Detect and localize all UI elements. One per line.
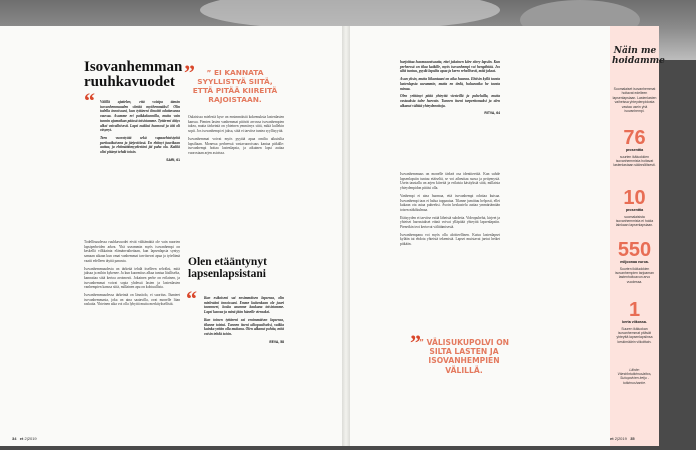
- left-column-2: [188, 115, 284, 159]
- footer-left: [12, 436, 37, 441]
- sidebar-source: Lähde: Väestöntutkimuslaitos, Sukupolvien ketju -tutkimushanke.: [617, 368, 652, 385]
- stat-value-3: 550: [617, 239, 652, 261]
- page-number-left: 34: [12, 436, 17, 441]
- stat-unit-1: prosenttia: [625, 148, 644, 152]
- stat-text-1: suurten ikäluokkien isovanhemmista hoitavat lastenlastaan säännöllisesti.: [613, 155, 656, 168]
- paragraph: Vanhempi ei aina huomaa, että isovanhempi odottaa kutsua. Isovanhempi taas ei halua tuppautua. Tilanne jumittuu helposti, ellei kukaan ota asiaa puheeksi. Avoin keskustelu auttaa ymmärtämään toisen näkökulmaa.: [400, 193, 500, 212]
- signature-ritva: RITVA, 64: [484, 111, 500, 116]
- page-number-right: 35: [630, 436, 635, 441]
- paragraph: Isovanhemmuus on monelle tärkeä osa identiteettiä. Kun suhde lapsenlapsiin tuntuu etäiseltä, se voi aiheuttaa surua ja pettymystä. Usein taustalla on arjen kiireitä ja erilaisia käsityksiä siitä, millaista yhteydenpidon pitäisi olla.: [400, 172, 500, 191]
- paragraph: Todellisuudessa ruuhkavuodet eivät välttämättä ole vain nuorten lapsiperheiden arkea. Yhä useammin myös isovanhempi on keskellä vilkkainta elämänvaihettaan, kun lapsenlapsia syntyy samaan aikaan kun omat vanhemmat tarvitsevat apua ja työelämä vaatii edelleen täyttä panosta.: [84, 240, 180, 263]
- left-column-1: [84, 240, 180, 310]
- footer-right: [610, 436, 635, 441]
- stat-value-4: 1: [628, 299, 641, 321]
- stat-unit-3: miljoonaa euroa.: [620, 260, 649, 264]
- pull-quote-mark-right: ”: [410, 330, 421, 355]
- lead-column: [100, 100, 180, 162]
- issue-right: 2|2019: [614, 436, 627, 441]
- pull-quote-right: ” VÄLISUKUPOLVI ON SILTA LASTEN JA ISOVANHEMPIEN VÄLILLÄ.: [418, 338, 510, 375]
- lead-paragraph-4: Kun toinen tyttäreni sai ensimmäisen lapsensa, tilanne toistui. Tunnen itseni ulkopuoliseksi, vaikka kuinka yritän olla mukana. Olen alkanut pohtia, mitä voisin tehdä toisin.: [204, 317, 284, 336]
- stat-unit-4: kerta viikossa.: [622, 320, 647, 324]
- stat-unit-2: prosenttia: [625, 208, 644, 212]
- stat-text-3: Suurten ikäluokkien isovanhempien tarjoaman lastenhoitoavun arvo vuodessa.: [615, 267, 654, 284]
- quote-mark-2: “: [186, 286, 197, 311]
- paragraph: Isovanhempana voi myös olla aloitteellinen. Kutsu lastenlapset kylään tai ehdota yhteistä tekemistä. Lapset muistavat jaetut hetket pitkään.: [400, 232, 500, 247]
- lead-paragraph-2: Teen vuorotyötä sekä vapaaehtoistyötä partioaikuisena ja järjestöissä. En ehtinyt juurikaan auttaa, ja ehtimättömyydestäni jäi paha olo. Kaikki olisi pitänyt tehdä toisin.: [100, 135, 180, 155]
- issue-left: 2|2019: [24, 436, 37, 441]
- magazine-name-right: et: [610, 436, 614, 441]
- pull-quote-mark: ”: [184, 60, 195, 85]
- sidebar-intro: Suomalaiset isovanhemmat hoitavat edelleen lapsenlapsiaan. Lastenlasten vaiheissa yhteydenpidosta vastaa usein yhä isovanhempi.: [612, 87, 657, 114]
- paragraph: Etäisyyden ei tarvitse estää läheistä suhdetta. Videopuhelut, kirjeet ja yhteiset harrastukset etänä voivat ylläpitää yhteyttä lapsenlapsiin. Pienetkin teot kertovat välittämisestä.: [400, 215, 500, 230]
- signature-eeva: EEVA, 58: [269, 339, 284, 344]
- stat-text-2: suomalaisista isovanhemmista ei hoida lainkaan lapsenlapsiaan.: [615, 215, 654, 228]
- quote-mark: “: [84, 88, 95, 113]
- stat-value-2: 10: [623, 187, 646, 209]
- lead-paragraph-3: Kun esikoiseni sai ensimmäisen lapsensa, olin mielestäni innoissani. Emme kuitenkaan ole juuri tavanneet, koska asumme kaukana toisistamme. Lapsi kasvaa ja minä jään hänelle vieraaksi.: [204, 296, 284, 315]
- left-column-3: [204, 296, 284, 344]
- lead-paragraph: Olen yrittänyt pitää yhteyttä viesteillä ja puheluilla, mutta vastauksia tulee harvoin. Tunnen itseni tarpeettomaksi ja olen alkanut välttää yhteydenottoja.: [400, 94, 500, 108]
- sidebar-title: Näin me hoidamme: [612, 46, 665, 66]
- section-heading: Olen etääntynyt lapsenlapsistani: [188, 256, 267, 280]
- page-gutter: [342, 26, 350, 446]
- lead-paragraph: Asun yksin, mutta liikuntaani on aika huonoa. Ehtisin kyllä tavata lastenlapsia useammin, mutta en tiedä, haluavatko he tavata minua.: [400, 77, 500, 91]
- right-column-2: [400, 172, 500, 250]
- signature-sari: SARI, 61: [166, 157, 180, 162]
- paragraph: Oulaisissa mielestä kyse on ensimmäisiä kokemuksia lastenlasten kanssa. Pienten lasten vanhemmat pitävät arvossa isovanhempien tukea, mutta tärkeintä on yhteinen ymmärrys siitä, mikä kullekin sopii. Jos isovanhempi ei jaksa, siitä ei tarvitse tuntea syyllisyyttä.: [188, 115, 284, 134]
- stat-text-4: Suuren ikäluokan isovanhemmat pitävät yhteyttä lapsenlapsiinsa keskimäärin viikoittain.: [616, 327, 653, 344]
- lead-paragraph: harjoittaa huomaavaisuutta, ettei jokainen kiire siirry lapsiin. Kun perheessä on tilaa kaikille, myös isovanhempi voi hengähtää. Jos siltä tuntuu, pyydä lapsilta apua ja kerro rehellisesti, mitä jaksat.: [400, 60, 500, 74]
- right-column-1: [400, 60, 500, 116]
- stat-value-1: 76: [623, 127, 646, 149]
- lead-paragraph: Välillä ajattelen, että voisipa tämän isovanhemmuuden siirtää myöhemmäksi! Olin todella innoissani, kun tyttäreni ilmoitti odottavansa vauvaa. Asumme eri paikkakunnilla, mutta vain tunnin ajomatkan päässä toisistamme. Tyttäreni äitiys alkoi vaivalloisesti. Lapsi nukkui huonosti ja äiti oli väsynyt.: [100, 100, 180, 133]
- magazine-name-left: et: [19, 436, 24, 441]
- paragraph: Isovanhemmuudesta on tärkeää tehdä itselleen selväksi, mitä jaksaa ja mihin kykenee. Ja kun kuormitus alkaa tuntua liialliselta, kannattaa siitä kertoa avoimesti. Jokainen perhe on erilainen, ja isovanhemmat voivat sopia yhdessä lasten ja lastenlasten vanhempien kanssa siitä, millainen apu on kohtuullista.: [84, 266, 180, 290]
- paragraph: Isovanhemmuudessa tärkeintä on läsnäolo, ei suoritus. Ihanteet isovanhemmasta, joka on aina saatavilla, ovat monelle liian raskaita. Yhteinen aika voi olla lyhyttä mutta merkityksellistä.: [84, 293, 180, 307]
- pull-quote-left: ” EI KANNATA SYYLLISTYÄ SIITÄ, ETTÄ PITÄÄ KIIREITÄ RAJOISTAAN.: [192, 68, 278, 104]
- paragraph: Isovanhemmat voivat myös pyytää apua omilta aikuisilta lapsiltaan. Monessa perheessä vastavuoroisuus kantaa pitkälle: isovanhempi hoitaa lastenlapsia, ja aikuinen lapsi auttaa vuorostaan arjen asioissa.: [188, 136, 284, 155]
- article-title: Isovanhemman ruuhkavuodet: [84, 59, 183, 90]
